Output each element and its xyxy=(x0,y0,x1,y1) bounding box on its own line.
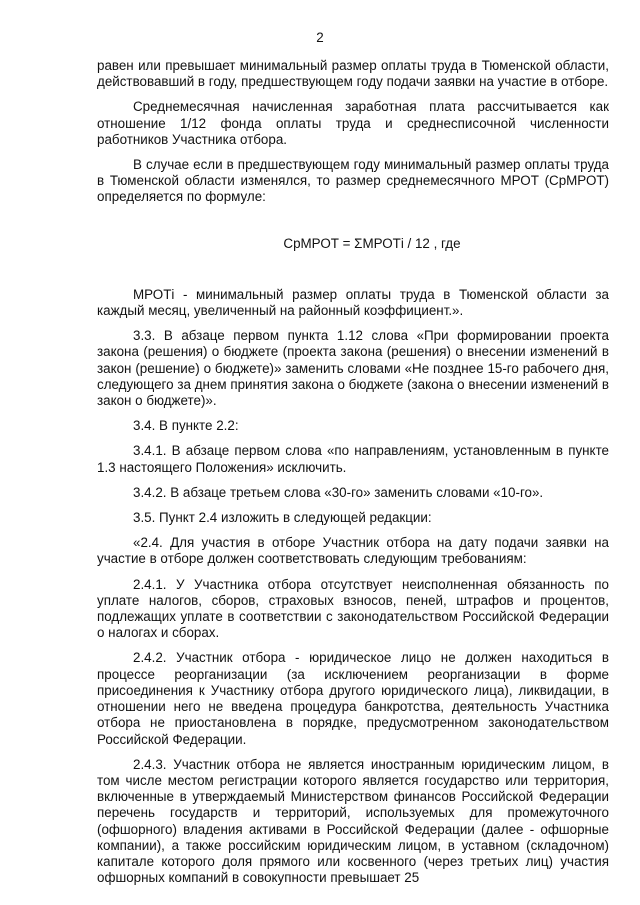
paragraph-3-4-1: 3.4.1. В абзаце первом слова «по направлениям, установленным в пункте 1.3 настоящего Положения» исключить. xyxy=(97,443,609,475)
paragraph-2-4: «2.4. Для участия в отборе Участник отбора на дату подачи заявки на участие в отборе должен соответствовать следующим требованиям: xyxy=(97,535,609,567)
document-body xyxy=(97,58,609,895)
paragraph-2-4-2: 2.4.2. Участник отбора - юридическое лицо не должен находиться в процессе реорганизации (за исключением реорганизации в форме присоединения к Участнику отбора другого юридического лица), ликвидации, в отношении него не введена процедура банкротства, деятельность Участника отбора не приостановлена в порядке, предусмотренном законодательством Российской Федерации. xyxy=(97,650,609,747)
formula: СрМРОТ = ΣМРОТi / 12 , где xyxy=(283,235,461,251)
paragraph-3-5: 3.5. Пункт 2.4 изложить в следующей редакции: xyxy=(133,510,432,526)
paragraph-mrot-definition: МРОТi - минимальный размер оплаты труда в Тюменской области за каждый месяц, увеличенный на районный коэффициент.». xyxy=(97,286,609,319)
paragraph-continuation: равен или превышает минимальный размер оплаты труда в Тюменской области, действовавший в году, предшествующем году подачи заявки на участие в отборе. xyxy=(97,58,609,90)
paragraph-3-4: 3.4. В пункте 2.2: xyxy=(133,418,239,434)
paragraph-avg-salary: Среднемесячная начисленная заработная плата рассчитывается как отношение 1/12 фонда оплаты труда и среднесписочной численности работников Участника отбора. xyxy=(97,99,609,147)
paragraph-2-4-3: 2.4.3. Участник отбора не является иностранным юридическим лицом, в том числе местом регистрации которого является государство или территория, включенные в утверждаемый Министерством финансов Российской Федерации перечень государств и территорий, используемых для промежуточного (офшорного) владения активами в Российской Федерации (далее - офшорные компании), а также российским юридическим лицом, в уставном (складочном) капитале которого доля прямого или косвенного (через третьих лиц) участия офшорных компаний в совокупности превышает 25 xyxy=(97,756,609,886)
page-number: 2 xyxy=(316,30,324,45)
paragraph-3-4-2: 3.4.2. В абзаце третьем слова «30-го» заменить словами «10-го». xyxy=(133,484,544,500)
paragraph-2-4-1: 2.4.1. У Участника отбора отсутствует неисполненная обязанность по уплате налогов, сборов, страховых взносов, пеней, штрафов и процентов, подлежащих уплате в соответствии с законодательством Российской Федерации о налогах и сборах. xyxy=(97,576,609,641)
paragraph-mrot-change: В случае если в предшествующем году минимальный размер оплаты труда в Тюменской области изменялся, то размер среднемесячного МРОТ (СрМРОТ) определяется по формуле: xyxy=(97,157,609,205)
paragraph-3-3: 3.3. В абзаце первом пункта 1.12 слова «При формировании проекта закона (решения) о бюджете (проекта закона (решения) о внесении изменений в закон (решение) о бюджете)» заменить словами «Не позднее 15-го рабочего дня, следующего за днем принятия закона о бюджете (закона о внесении изменений в закон о бюджете)». xyxy=(97,328,609,409)
